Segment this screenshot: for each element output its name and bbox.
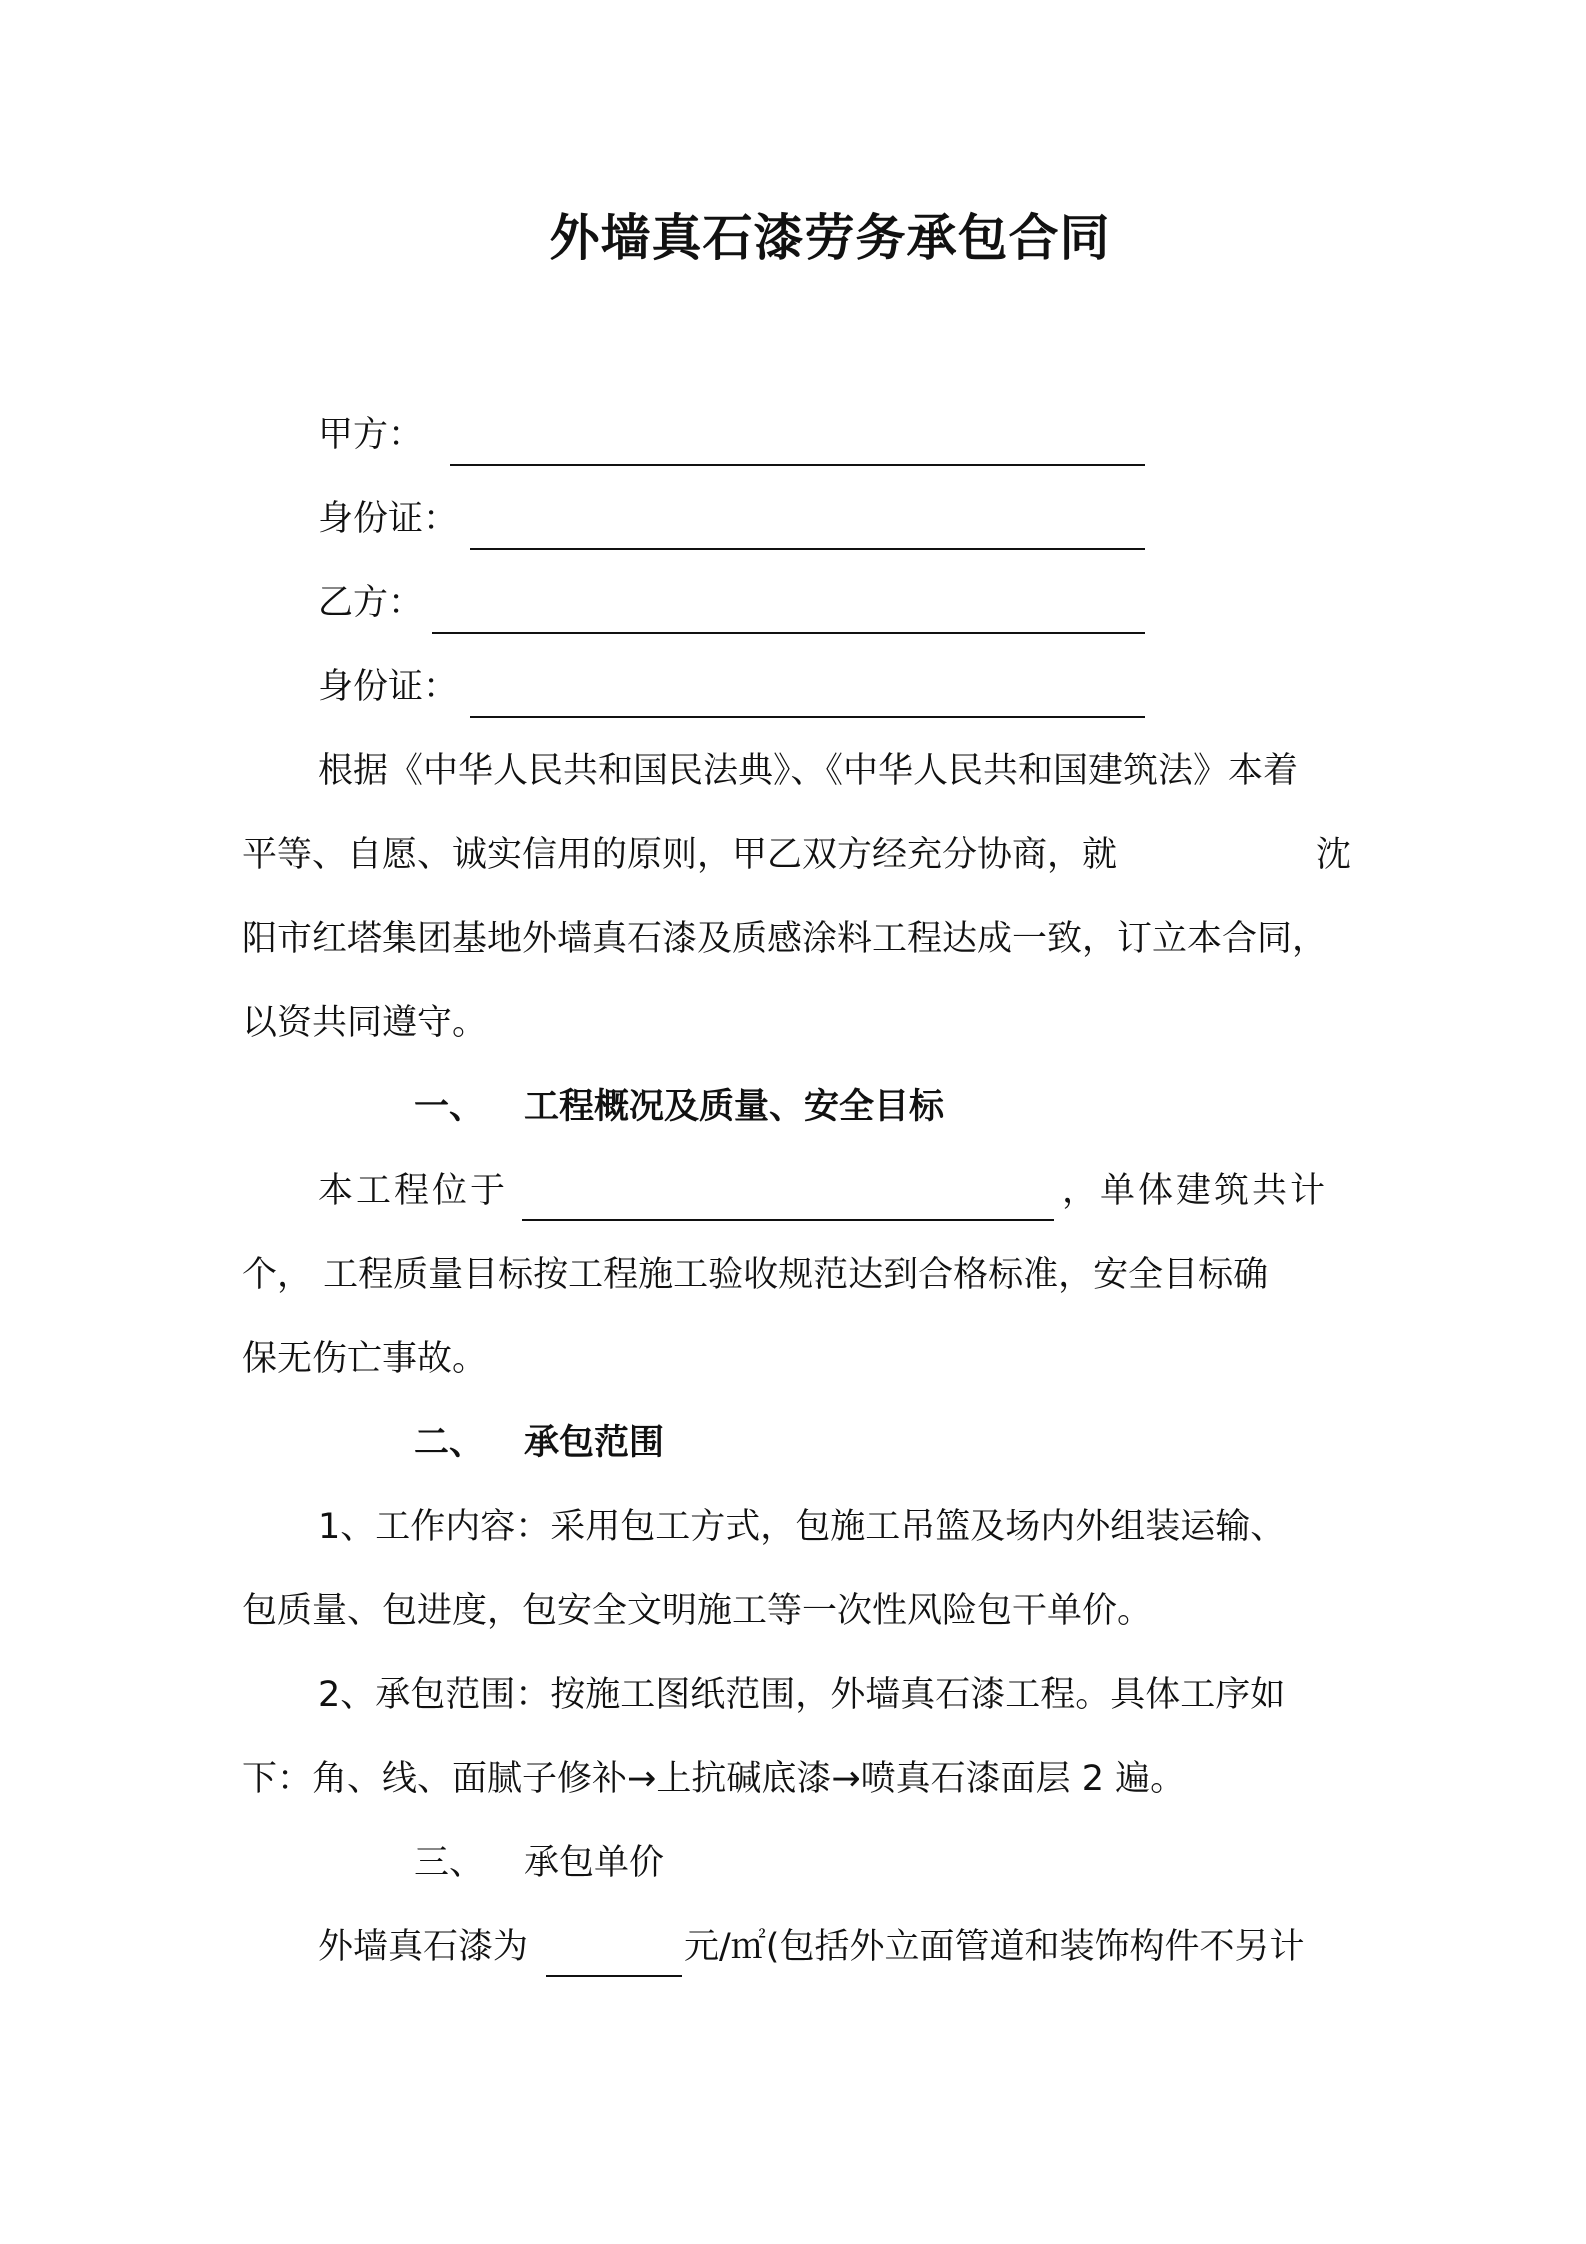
id-b-blank[interactable]: [470, 716, 1145, 718]
section-3-line-1-right: 元/㎡(包括外立面管道和装饰构件不另计: [684, 1927, 1305, 1967]
preamble-line-2-end: 沈: [1316, 835, 1352, 875]
section-2-item-1-line-2: 包质量、包进度，包安全文明施工等一次性风险包干单价。: [242, 1591, 1153, 1631]
section-1-title: 工程概况及质量、安全目标: [524, 1087, 945, 1127]
section-2-title: 承包范围: [524, 1423, 665, 1463]
id-a-blank[interactable]: [470, 548, 1145, 550]
section-2-item-1-line-1: 1、工作内容：采用包工方式，包施工吊篮及场内外组装运输、: [318, 1507, 1286, 1547]
section-1-line-2: 个， 工程质量目标按工程施工验收规范达到合格标准，安全目标确: [242, 1255, 1269, 1295]
section-2-item-2-line-1: 2、承包范围：按施工图纸范围，外墙真石漆工程。具体工序如: [318, 1675, 1286, 1715]
preamble-line-3: 阳市红塔集团基地外墙真石漆及质感涂料工程达成一致，订立本合同，: [242, 919, 1328, 959]
unit-price-blank[interactable]: [546, 1975, 682, 1977]
section-3-line-1-left: 外墙真石漆为: [318, 1927, 529, 1967]
section-3-number: 三、: [414, 1843, 485, 1883]
preamble-line-4: 以资共同遵守。: [242, 1003, 488, 1043]
section-3-title: 承包单价: [524, 1843, 665, 1883]
preamble-line-2: 平等、自愿、诚实信用的原则，甲乙双方经充分协商，就: [242, 835, 1118, 875]
section-1-line-1-right: ，单体建筑共计: [1062, 1171, 1329, 1211]
section-2-item-2-line-2: 下：角、线、面腻子修补→上抗碱底漆→喷真石漆面层 2 遍。: [242, 1759, 1186, 1799]
section-1-number: 一、: [414, 1087, 485, 1127]
party-b-blank[interactable]: [432, 632, 1145, 634]
document-title: 外墙真石漆劳务承包合同: [549, 209, 1111, 267]
section-1-line-1-left: 本工程位于: [318, 1171, 509, 1211]
id-a-label: 身份证：: [318, 499, 459, 539]
party-a-label: 甲方：: [318, 415, 424, 455]
id-b-label: 身份证：: [318, 667, 459, 707]
preamble-line-1: 根据《中华人民共和国民法典》、《中华人民共和国建筑法》本着: [318, 751, 1299, 791]
party-b-label: 乙方：: [318, 583, 424, 623]
party-a-blank[interactable]: [450, 464, 1145, 466]
location-blank[interactable]: [522, 1219, 1054, 1221]
section-2-number: 二、: [414, 1423, 485, 1463]
section-1-line-3: 保无伤亡事故。: [242, 1339, 488, 1379]
